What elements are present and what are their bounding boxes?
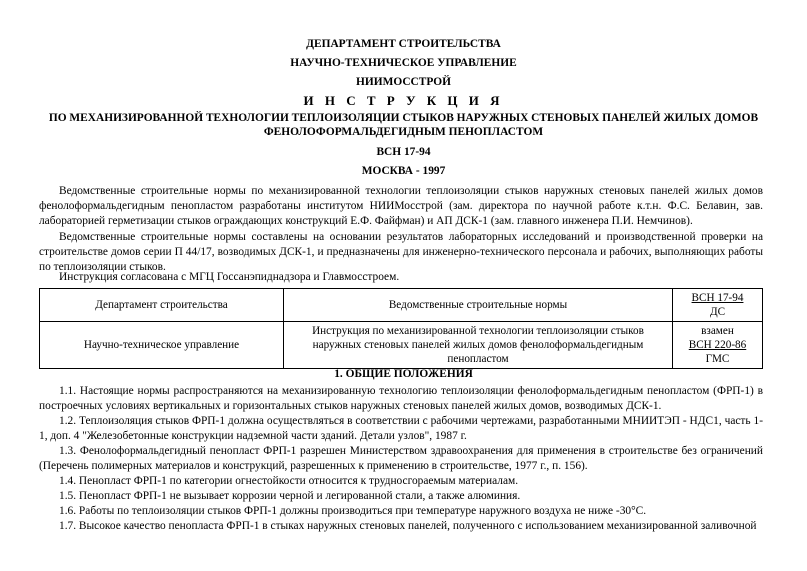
department-heading: ДЕПАРТАМЕНТ СТРОИТЕЛЬСТВА: [306, 38, 501, 50]
clause-1-6: 1.6. Работы по теплоизоляции стыков ФРП-1 должны производиться при температуре наружного воздуха не ниже -30°С.: [59, 505, 647, 517]
clause-1-5: 1.5. Пенопласт ФРП-1 не вызывает коррозии черной и легированной стали, а также алюминия.: [59, 490, 521, 502]
document-code: ВСН 17-94: [376, 146, 431, 158]
section-title: 1. ОБЩИЕ ПОЛОЖЕНИЯ: [334, 368, 473, 380]
replaces-label: взамен: [701, 325, 734, 337]
clause-1-3: 1.3. Фенолоформальдегидный пенопласт ФРП-1 разрешен Министерством здравоохранения для применения в строительстве без ограничений (Перечень полимерных материалов и конструкций, разрешенных к применению в строительстве, 1977 г., п. 156).: [39, 445, 763, 473]
document-subtitle-line2: ФЕНОЛОФОРМАЛЬДЕГИДНЫМ ПЕНОПЛАСТОМ: [263, 126, 544, 138]
table-row: [40, 322, 763, 369]
clause-1-4: 1.4. Пенопласт ФРП-1 по категории огнестойкости относится к трудносгораемым материалам.: [59, 475, 519, 487]
table-cell-replaces: [673, 322, 763, 369]
table-cell-norms: Ведомственные строительные нормы: [284, 289, 673, 322]
replaced-code-suffix: ГМС: [705, 353, 730, 365]
table-cell-instruction: Инструкция по механизированной технологии теплоизоляции стыков наружных стеновых панелей жилых домов фенолоформальдегидным пенопластом: [284, 322, 673, 369]
document-title: И Н С Т Р У К Ц И Я: [303, 93, 504, 108]
table-cell-department: Департамент строительства: [40, 289, 284, 322]
institute-heading: НИИМОССТРОЙ: [356, 76, 451, 88]
table-row: [40, 289, 763, 322]
code-link[interactable]: ВСН 17-94: [691, 292, 744, 304]
city-year: МОСКВА - 1997: [361, 165, 446, 177]
table-cell-code: [673, 289, 763, 322]
document-subtitle-line1: ПО МЕХАНИЗИРОВАННОЙ ТЕХНОЛОГИИ ТЕПЛОИЗОЛЯЦИИ СТЫКОВ НАРУЖНЫХ СТЕНОВЫХ ПАНЕЛЕЙ ЖИЛЫХ ДОМОВ: [48, 112, 759, 124]
clause-1-1: 1.1. Настоящие нормы распространяются на механизированную технологию теплоизоляции фенолоформальдегидным пенопластом (ФРП-1) в построечных условиях вертикальных и горизонтальных стыков наружных стеновых панелей жилых домов, возводимых ДСК-1.: [39, 385, 763, 413]
clause-1-2: 1.2. Теплоизоляция стыков ФРП-1 должна осуществляться в соответствии с рабочими чертежами, разработанными МНИИТЭП - НДС1, часть 1-1, доп. 4 "Железобетонные конструкции надземной части зданий. Детали узлов", 1987 г.: [39, 415, 763, 443]
intro-paragraph-2: Ведомственные строительные нормы составлены на основании результатов лабораторных исследований и производственной проверки на строительстве домов серии П 44/17, возводимых ДСК-1, и предназначены для инженерно-технического персонала и рабочих, выполняющих работы по теплоизоляции стыков.: [39, 231, 763, 274]
approval-table: [39, 288, 763, 369]
replaced-code-link[interactable]: ВСН 220-86: [688, 339, 747, 351]
intro-paragraph-1: Ведомственные строительные нормы по механизированной технологии теплоизоляции стыков наружных стеновых панелей жилых домов фенолоформальдегидным пенопластом разработаны институтом НИИМосстрой (зам. директора по научной работе к.т.н. Ф.С. Белавин, зав. лабораторией герметизации стыков ограждающих конструкций Е.Ф. Файфман) и АП ДСК-1 (зам. главного инженера П.И. Немчинов).: [39, 185, 763, 228]
directorate-heading: НАУЧНО-ТЕХНИЧЕСКОЕ УПРАВЛЕНИЕ: [290, 57, 517, 69]
intro-paragraph-3: Инструкция согласована с МГЦ Госсанэпиднадзора и Главмосстроем.: [59, 271, 400, 283]
table-cell-directorate: Научно-техническое управление: [40, 322, 284, 369]
code-suffix: ДС: [709, 306, 726, 318]
clause-1-7: 1.7. Высокое качество пенопласта ФРП-1 в стыках наружных стеновых панелей, полученного с использованием механизированной заливочной: [59, 520, 757, 532]
